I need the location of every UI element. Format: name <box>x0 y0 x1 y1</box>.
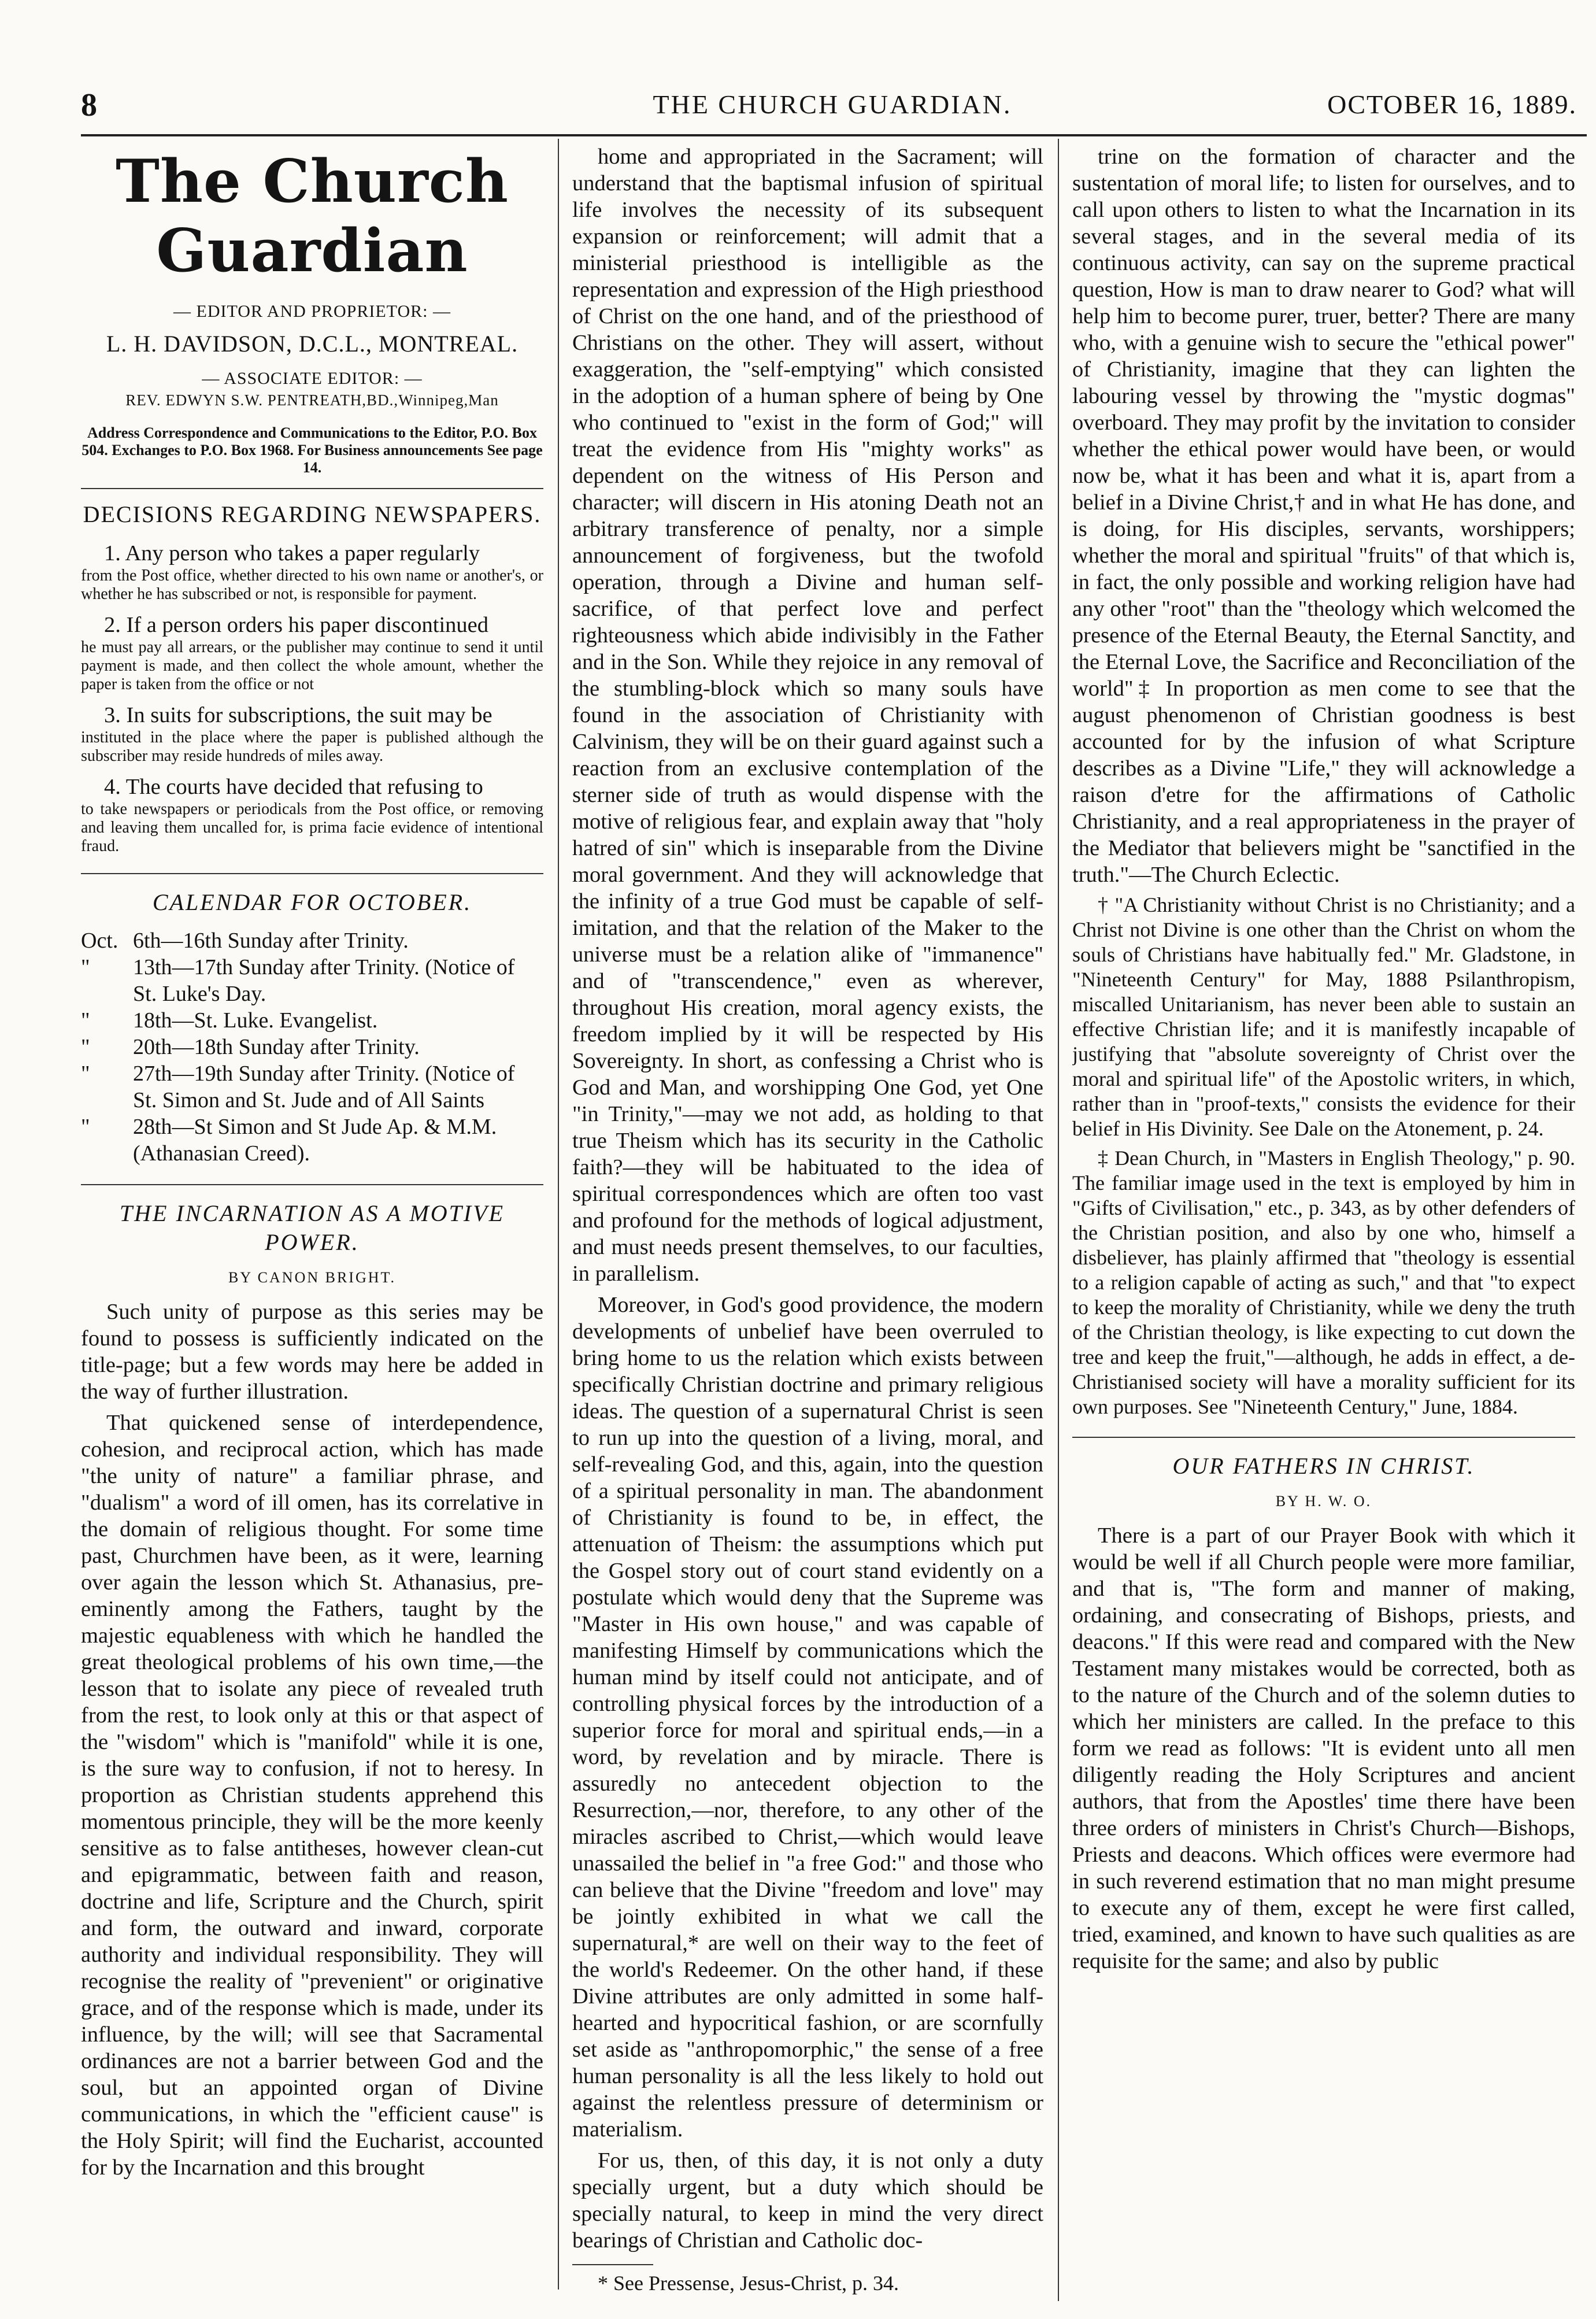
decisions-title: DECISIONS REGARDING NEWSPAPERS. <box>83 501 542 527</box>
article-paragraph: That quickened sense of interdependence, cohesion, and reciprocal action, which has made "the unity of nature" a familiar phrase, and "dualism" a word of ill omen, has its correlative in the domain of religious thought. For some time past, Churchmen have been, as it were, learning over again the lesson which St. Athanasius, pre-eminently among the Fathers, taught by the majestic equableness with which he handled the great theological problems of his own time,—the lesson that to isolate any piece of revealed truth from the rest, to look only at this or that aspect of the "wisdom" which is "manifold" while it is one, is the sure way to confusion, if not to heresy. In proportion as Christian students apprehend this momentous principle, they will be the more keenly sensitive as to false antitheses, however clean-cut and epigrammatic, between faith and reason, doctrine and life, Scripture and the Church, spirit and form, the outward and inward, corporate authority and individual responsibility. They will recognise the reality of "prevenient" or originative grace, and of the response which is made, under its influence, by the will; will see that Sacramental ordinances are not a barrier between God and the soul, but an appointed organ of Divine communications, in which the "efficient cause" is the Holy Spirit; will find the Eucharist, accounted for by the Incarnation and this brought <box>81 1411 543 2180</box>
calendar-item <box>81 1007 543 1034</box>
article-body-col3 <box>1072 143 1575 888</box>
decision-lead: 2. If a person orders his paper discontinued <box>104 613 489 637</box>
column-rule-2 <box>1058 139 1059 2301</box>
calendar-month: " <box>81 1008 90 1033</box>
associate-editor-name: REV. EDWYN S.W. PENTREATH,BD.,Winnipeg,Man <box>125 391 499 409</box>
article-paragraph: home and appropriated in the Sacrament; will understand that the baptismal infusion of spiritual life involves the necessity of its subsequent expansion or reinforcement; will admit that a ministerial priesthood is intelligible as the representation and expression of the High priesthood of Christ on the one hand, and of the priesthood of Christians on the other. They will assert, without exaggeration, the "self-emptying" which consisted in the adoption of a human sphere of being by One who continued to "exist in the form of God;" will treat the evidence from His "mighty works" as dependent on the witness of His Person and character; will discern in His atoning Death not an arbitrary transference of penalty, nor a simple announcement of forgiveness, but the twofold operation, through a Divine and human self-sacrifice, of that perfect love and perfect righteousness which abide indivisibly in the Father and in the Son. While they rejoice in any removal of the stumbling-block which so many souls have found in the association of Christianity with Calvinism, they will be on their guard against such a reaction from an exclusive contemplation of the sterner side of truth as would dispense with the motive of religious fear, and explain away that "holy hatred of sin" which is inseparable from the Divine moral government. And they will acknowledge that the infinity of a true God must be capable of self-imitation, and that the relation of the Maker to the universe must be a relation alike of "immanence" and of "transcendence," even as wherever, throughout His creation, moral agency exists, the freedom implied by it will be respected by His Sovereignty. In short, as confessing a Christ who is God and Man, and worshipping One God, yet One "in Trinity,"—may we not add, as holding to that true Theism which has its security in the Catholic faith?—they will be habituated to the idea of spiritual correspondences which are often too vast and profound for the methods of logical adjustment, and must needs present themselves, to our faculties, in parallelism. <box>572 145 1043 1286</box>
editor-name: L. H. DAVIDSON, D.C.L., MONTREAL. <box>106 331 519 357</box>
calendar-month: " <box>81 955 90 979</box>
calendar-month: " <box>81 1035 90 1059</box>
calendar-item <box>81 1034 543 1060</box>
calendar-item <box>81 927 543 954</box>
calendar-month: " <box>81 1115 90 1139</box>
divider <box>81 488 543 489</box>
calendar-item <box>81 1114 543 1167</box>
article-note: ‡ Dean Church, in "Masters in English Theology," p. 90. The familiar image used in the text is employed by him in "Gifts of Civilisation," etc., p. 343, as by other defenders of the Christian position, and also by one who, himself a disbeliever, has plainly affirmed that "theology is essential to a religion capable of acting as such," and that "to expect to keep the morality of Christianity, while we deny the truth of the Christian theology, is like expecting to cut down the tree and keep the fruit,"—although, he adds in effect, a de-Christianised society will have a morality sufficient for its own purposes. See "Nineteenth Century," June, 1884. <box>1072 1146 1575 1418</box>
calendar-item <box>81 1060 543 1114</box>
decision-body: he must pay all arrears, or the publisher may continue to send it until payment is made, and then collect the whole amount, whether the paper is taken from the office or not <box>81 638 543 693</box>
masthead-address: Address Correspondence and Communications to the Editor, P.O. Box 504. Exchanges to P.O. Box 1968. For Business announcements See page 14. <box>82 424 543 476</box>
calendar-entry: 28th—St Simon and St Jude Ap. & M.M. (Athanasian Creed). <box>133 1115 497 1166</box>
divider <box>1072 1437 1575 1438</box>
divider <box>81 1184 543 1185</box>
calendar-entry: 13th—17th Sunday after Trinity. (Notice of St. Luke's Day. <box>133 955 515 1006</box>
footnote: * See Pressense, Jesus-Christ, p. 34. <box>598 2272 899 2295</box>
calendar-month: " <box>81 1062 90 1086</box>
article2-paragraph: There is a part of our Prayer Book with which it would be well if all Church people were more familiar, and that is, "The form and manner of making, ordaining, and consecrating of Bishops, priests, and deacons." If this were read and compared with the New Testament many mistakes would be corrected, both as to the nature of the Church and of the solemn duties to which her ministers are called. In the preface to this form we read as follows: "It is evident unto all men diligently reading the Holy Scriptures and ancient authors, that from the Apostles' time there have been three orders of ministers in Christ's Church—Bishops, Priests and deacons. Which offices were evermore had in such reverend estimation that no man might presume to execute any of them, except he were first called, tried, examined, and known to have such qualities as are requisite for the same; and also by public <box>1072 1523 1575 1973</box>
calendar-entry: 27th—19th Sunday after Trinity. (Notice of St. Simon and St. Jude and of All Saints <box>133 1062 515 1112</box>
article-byline: BY CANON BRIGHT. <box>228 1269 396 1286</box>
decision-item <box>81 540 543 604</box>
page-number: 8 <box>81 87 97 123</box>
masthead-title: The Church Guardian <box>116 147 509 286</box>
divider <box>81 873 543 874</box>
decision-body: to take newspapers or periodicals from the Post office, or removing and leaving them uncalled for, is prima facie evidence of intentional fraud. <box>81 800 543 855</box>
article-title: THE INCARNATION AS A MOTIVE POWER. <box>119 1200 505 1255</box>
article-notes <box>1072 893 1575 1419</box>
column-3 <box>1072 143 1575 2296</box>
decision-lead: 4. The courts have decided that refusing to <box>104 775 483 799</box>
article-body-col2 <box>572 143 1043 2254</box>
running-title: THE CHURCH GUARDIAN. <box>653 90 1012 119</box>
header-rule <box>81 134 1587 136</box>
associate-editor-label: — ASSOCIATE EDITOR: — <box>202 369 423 388</box>
calendar-list <box>81 927 543 1167</box>
article-paragraph: trine on the formation of character and the sustentation of moral life; to listen for ourselves, and to call upon others to listen to what the Incarnation in its several stages, and in the several media of its continuous activity, can say on the supreme practical question, How is man to draw nearer to God? what will help him to become purer, truer, better? There are many who, with a genuine wish to secure the "ethical power" of Christianity, imagine that they can lighten the labouring vessel by throwing the "mystic dogmas" overboard. They may profit by the invitation to consider whether the ethical power would have been, or would now be, what it has been and what it is, apart from a belief in a Divine Christ,† and in what He has done, and is doing, for His disciples, servants, worshippers; whether the moral and spiritual "fruits" of that which is, in fact, the only possible and working religion have had any other "root" than the "theology which welcomed the presence of the Eternal Beauty, the Eternal Sanctity, and the Eternal Love, the Sacrifice and Reconciliation of the world"‡ In proportion as men come to see that the august phenomenon of Christian goodness is best accounted for by the infusion of what Scripture describes as a Divine "Life," they will acknowledge a raison d'etre for the affirmations of Catholic Christianity, and a real appropriateness in the prayer of the Mediator that believers might be "sanctified in the truth."—The Church Eclectic. <box>1072 145 1575 887</box>
decisions-list <box>81 540 543 856</box>
article-note: † "A Christianity without Christ is no Christianity; and a Christ not Divine is one other than the Christ on whom the souls of Christians have habitually fed." Mr. Gladstone, in "Nineteenth Century" for May, 1888 Psilanthropism, miscalled Unitarianism, has never been able to sustain an effective Christian life; and it is manifestly incapable of justifying that "absolute sovereignty of Christ over the moral and spiritual life" of the Apostolic writers, in which, rather than in "proof-texts," consists the evidence for their belief in His Divinity. See Dale on the Atonement, p. 24. <box>1072 893 1575 1140</box>
decision-body: from the Post office, whether directed to his own name or another's, or whether he has subscribed or not, is responsible for payment. <box>81 567 543 603</box>
article2-title: OUR FATHERS IN CHRIST. <box>1172 1453 1475 1479</box>
calendar-item <box>81 954 543 1007</box>
decision-item <box>81 774 543 856</box>
editor-label: — EDITOR AND PROPRIETOR: — <box>173 302 451 321</box>
article2-byline: BY H. W. O. <box>1275 1493 1372 1510</box>
calendar-entry: 18th—St. Luke. Evangelist. <box>133 1008 378 1033</box>
column-rule-1 <box>558 139 559 2290</box>
decision-item <box>81 612 543 694</box>
column-1 <box>81 143 543 2296</box>
decision-body: instituted in the place where the paper is published although the subscriber may reside hundreds of miles away. <box>81 728 543 765</box>
decision-lead: 1. Any person who takes a paper regularly <box>104 541 480 565</box>
calendar-title: CALENDAR FOR OCTOBER. <box>152 889 472 915</box>
page-header <box>81 87 1584 133</box>
decision-item <box>81 702 543 765</box>
article2-body <box>1072 1522 1575 1974</box>
article-paragraph: For us, then, of this day, it is not only a duty specially urgent, but a duty which should be specially natural, to keep in mind the very direct bearings of Christian and Catholic doc- <box>572 2148 1043 2253</box>
column-2 <box>572 143 1043 2296</box>
issue-date: OCTOBER 16, 1889. <box>1327 90 1577 119</box>
footnote-rule <box>572 2264 653 2265</box>
calendar-month: Oct. <box>81 929 119 953</box>
article-paragraph: Such unity of purpose as this series may be found to possess is sufficiently indicated on the title-page; but a few words may here be added in the way of further illustration. <box>81 1300 543 1404</box>
calendar-entry: 6th—16th Sunday after Trinity. <box>133 929 409 953</box>
article-paragraph: Moreover, in God's good providence, the modern developments of unbelief have been overruled to bring home to us the relation which exists between specifically Christian doctrine and primary religious ideas. The question of a supernatural Christ is seen to run up into the question of a living, moral, and self-revealing God, and this, again, into the question of a spiritual personality in man. The abandonment of Christianity is found to be, in effect, the attenuation of Theism: the assumptions which put the Gospel story out of court stand evidently on a postulate which would deny that the Supreme was "Master in His own house," and was capable of manifesting Himself by communications which the human mind by itself could not anticipate, and of controlling physical forces by the introduction of a superior force for moral and spiritual ends,—in a word, by revelation and by miracle. There is assuredly no antecedent objection to the Resurrection,—nor, therefore, to any other of the miracles ascribed to Christ,—which would leave unassailed the belief in "a free God:" and those who can believe that the Divine "freedom and love" may be jointly exhibited in what we call the supernatural,* are well on their way to the feet of the world's Redeemer. On the other hand, if these Divine attributes are only admitted in some half-hearted and hypocritical fashion, or are scornfully set aside as "anthropomorphic," the sense of a free human personality is all the less likely to hold out against the relentless pressure of determinism or materialism. <box>572 1293 1043 2142</box>
calendar-entry: 20th—18th Sunday after Trinity. <box>133 1035 420 1059</box>
article-body-col1 <box>81 1299 543 2181</box>
decision-lead: 3. In suits for subscriptions, the suit may be <box>104 703 492 727</box>
